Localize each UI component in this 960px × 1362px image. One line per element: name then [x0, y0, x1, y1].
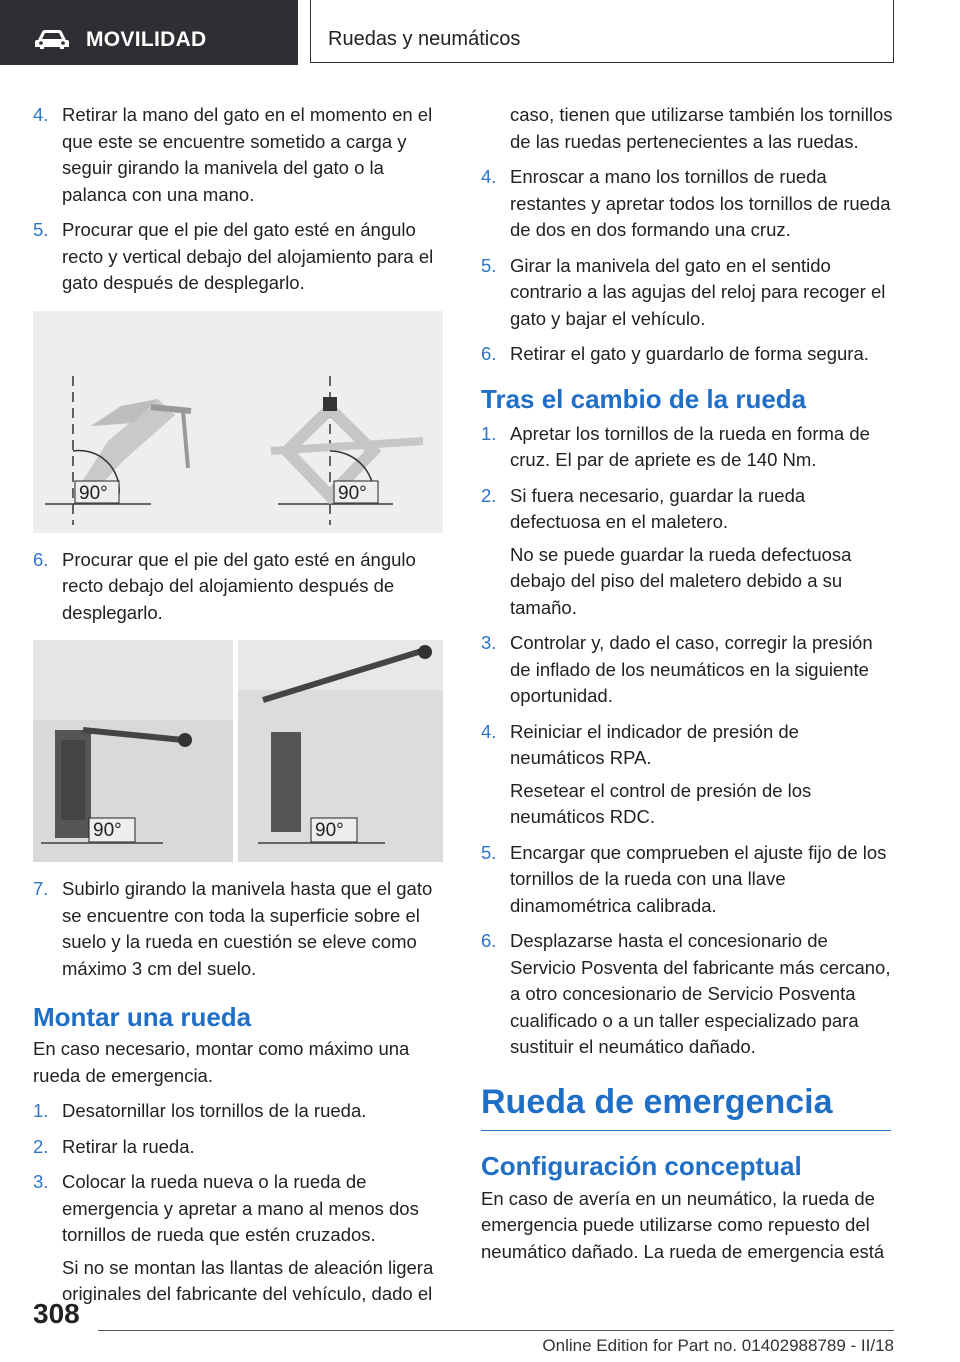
angle-label: 90° — [79, 482, 108, 504]
step-number: 6. — [481, 930, 497, 951]
chapter-title: Ruedas y neumáticos — [328, 28, 521, 50]
car-icon — [34, 28, 70, 50]
step-text: Desplazarse hasta el concesionario de Servicio Posventa del fabricante más cercano, a otro concesionario de Servicio Posventa cualificado o a un taller especializado para sustituir el neumático dañado. — [510, 930, 891, 1057]
section-heading: Configuración conceptual — [481, 1150, 802, 1181]
list-item — [481, 719, 896, 831]
jack-angle-figure — [33, 311, 443, 533]
list-item — [481, 840, 896, 920]
chapter-tab — [310, 0, 894, 63]
step-number: 4. — [33, 104, 49, 125]
scissor-jack-illustration — [33, 311, 443, 533]
continued-text: caso, tienen que utilizarse también los tornillos de las ruedas pertenecientes a las ruedas. — [510, 104, 893, 152]
list-item — [481, 630, 896, 710]
list-item — [33, 217, 448, 297]
section-title: MOVILIDAD — [86, 28, 207, 51]
edition-footer: Online Edition for Part no. 01402988789 - II/18 — [542, 1336, 894, 1355]
chapter-heading: Rueda de emergencia — [481, 1083, 891, 1131]
section-heading: Montar una rueda — [33, 1002, 252, 1032]
list-item — [33, 1098, 448, 1125]
step-number: 2. — [481, 484, 497, 506]
list-item — [33, 876, 448, 982]
step-number: 1. — [33, 1100, 49, 1121]
section-tab — [0, 0, 298, 65]
step-text: Procurar que el pie del gato esté en ángulo recto debajo del alojamiento después de desplegarlo. — [62, 548, 416, 623]
step-text: Controlar y, dado el caso, corregir la presión de inflado de los neumáticos en la siguiente oportunidad. — [510, 632, 873, 706]
step-number: 7. — [33, 878, 49, 899]
step-text: Girar la manivela del gato en el sentido contrario a las agujas del reloj para recoger el gato y bajar el vehículo. — [510, 254, 886, 329]
step-number: 3. — [33, 1171, 49, 1192]
list-item — [481, 341, 896, 368]
step-text: Procurar que el pie del gato esté en ángulo recto y vertical debajo del alojamiento para el gato después de desplegarlo. — [62, 219, 434, 293]
step-number: 5. — [481, 841, 497, 863]
list-item — [481, 421, 896, 474]
step-number: 1. — [481, 422, 497, 444]
step-text: Retirar la mano del gato en el momento en el que este se encuentre sometido a carga y seguir girando la manivela del gato o la palanca con una mano. — [62, 104, 433, 205]
list-item — [481, 483, 896, 622]
page-number: 308 — [33, 1298, 80, 1329]
step-text: Colocar la rueda nueva o la rueda de emergencia y apretar a mano al menos dos tornillos de rueda que estén cruzados. — [62, 1171, 419, 1245]
jack-under-vehicle-illustration — [33, 640, 443, 862]
step-text: Retirar el gato y guardarlo de forma segura. — [510, 343, 869, 364]
list-item — [33, 1169, 448, 1308]
angle-label: 90° — [93, 820, 122, 841]
step-text: Retirar la rueda. — [62, 1135, 195, 1157]
right-column — [481, 102, 896, 1265]
list-item — [33, 102, 448, 208]
step-text: Subirlo girando la manivela hasta que el gato se encuentre con toda la superficie sobre el suelo y la rueda en cuestión se eleve como máximo 3 cm del suelo. — [62, 878, 433, 979]
step-number: 5. — [481, 254, 497, 276]
section-heading: Tras el cambio de la rueda — [481, 383, 807, 414]
step-number: 6. — [33, 548, 49, 570]
body-text: En caso de avería en un neumático, la rueda de emergencia puede utilizarse como repuesto del neumático dañado. La rueda de emergencia está — [481, 1187, 885, 1262]
step-text: Apretar los tornillos de la rueda en forma de cruz. El par de apriete es de 140 Nm. — [510, 422, 870, 470]
step-number: 3. — [481, 632, 497, 653]
step-number: 2. — [33, 1135, 49, 1157]
step-text: Reiniciar el indicador de presión de neumáticos RPA. — [510, 720, 799, 768]
angle-label: 90° — [315, 820, 344, 841]
step-number: 6. — [481, 343, 497, 364]
list-item — [481, 253, 896, 333]
step-number: 4. — [481, 166, 497, 187]
footer-divider — [98, 1330, 894, 1331]
jack-placement-figure — [33, 640, 443, 862]
step-text: Si fuera necesario, guardar la rueda defectuosa en el maletero. — [510, 484, 806, 532]
left-column — [33, 102, 448, 1317]
step-note: No se puede guardar la rueda defectuosa debajo del piso del maletero debido a su tamaño. — [510, 543, 852, 618]
step-text: Desatornillar los tornillos de la rueda. — [62, 1100, 367, 1121]
list-item — [33, 1134, 448, 1161]
step-note: Resetear el control de presión de los neumáticos RDC. — [510, 779, 812, 827]
step-text: Encargar que comprueben el ajuste fijo de los tornillos de la rueda con una llave dinamométrica calibrada. — [510, 841, 887, 916]
step-text: Enroscar a mano los tornillos de rueda restantes y apretar todos los tornillos de rueda de dos en dos formando una cruz. — [510, 166, 891, 240]
intro-text: En caso necesario, montar como máximo una rueda de emergencia. — [33, 1038, 410, 1086]
angle-label: 90° — [338, 482, 367, 504]
list-item — [481, 164, 896, 244]
step-number: 5. — [33, 219, 49, 240]
step-number: 4. — [481, 720, 497, 742]
list-item — [33, 547, 448, 627]
step-note: Si no se montan las llantas de aleación ligera originales del fabricante del vehículo, dado el — [62, 1256, 434, 1304]
list-item — [481, 928, 896, 1061]
